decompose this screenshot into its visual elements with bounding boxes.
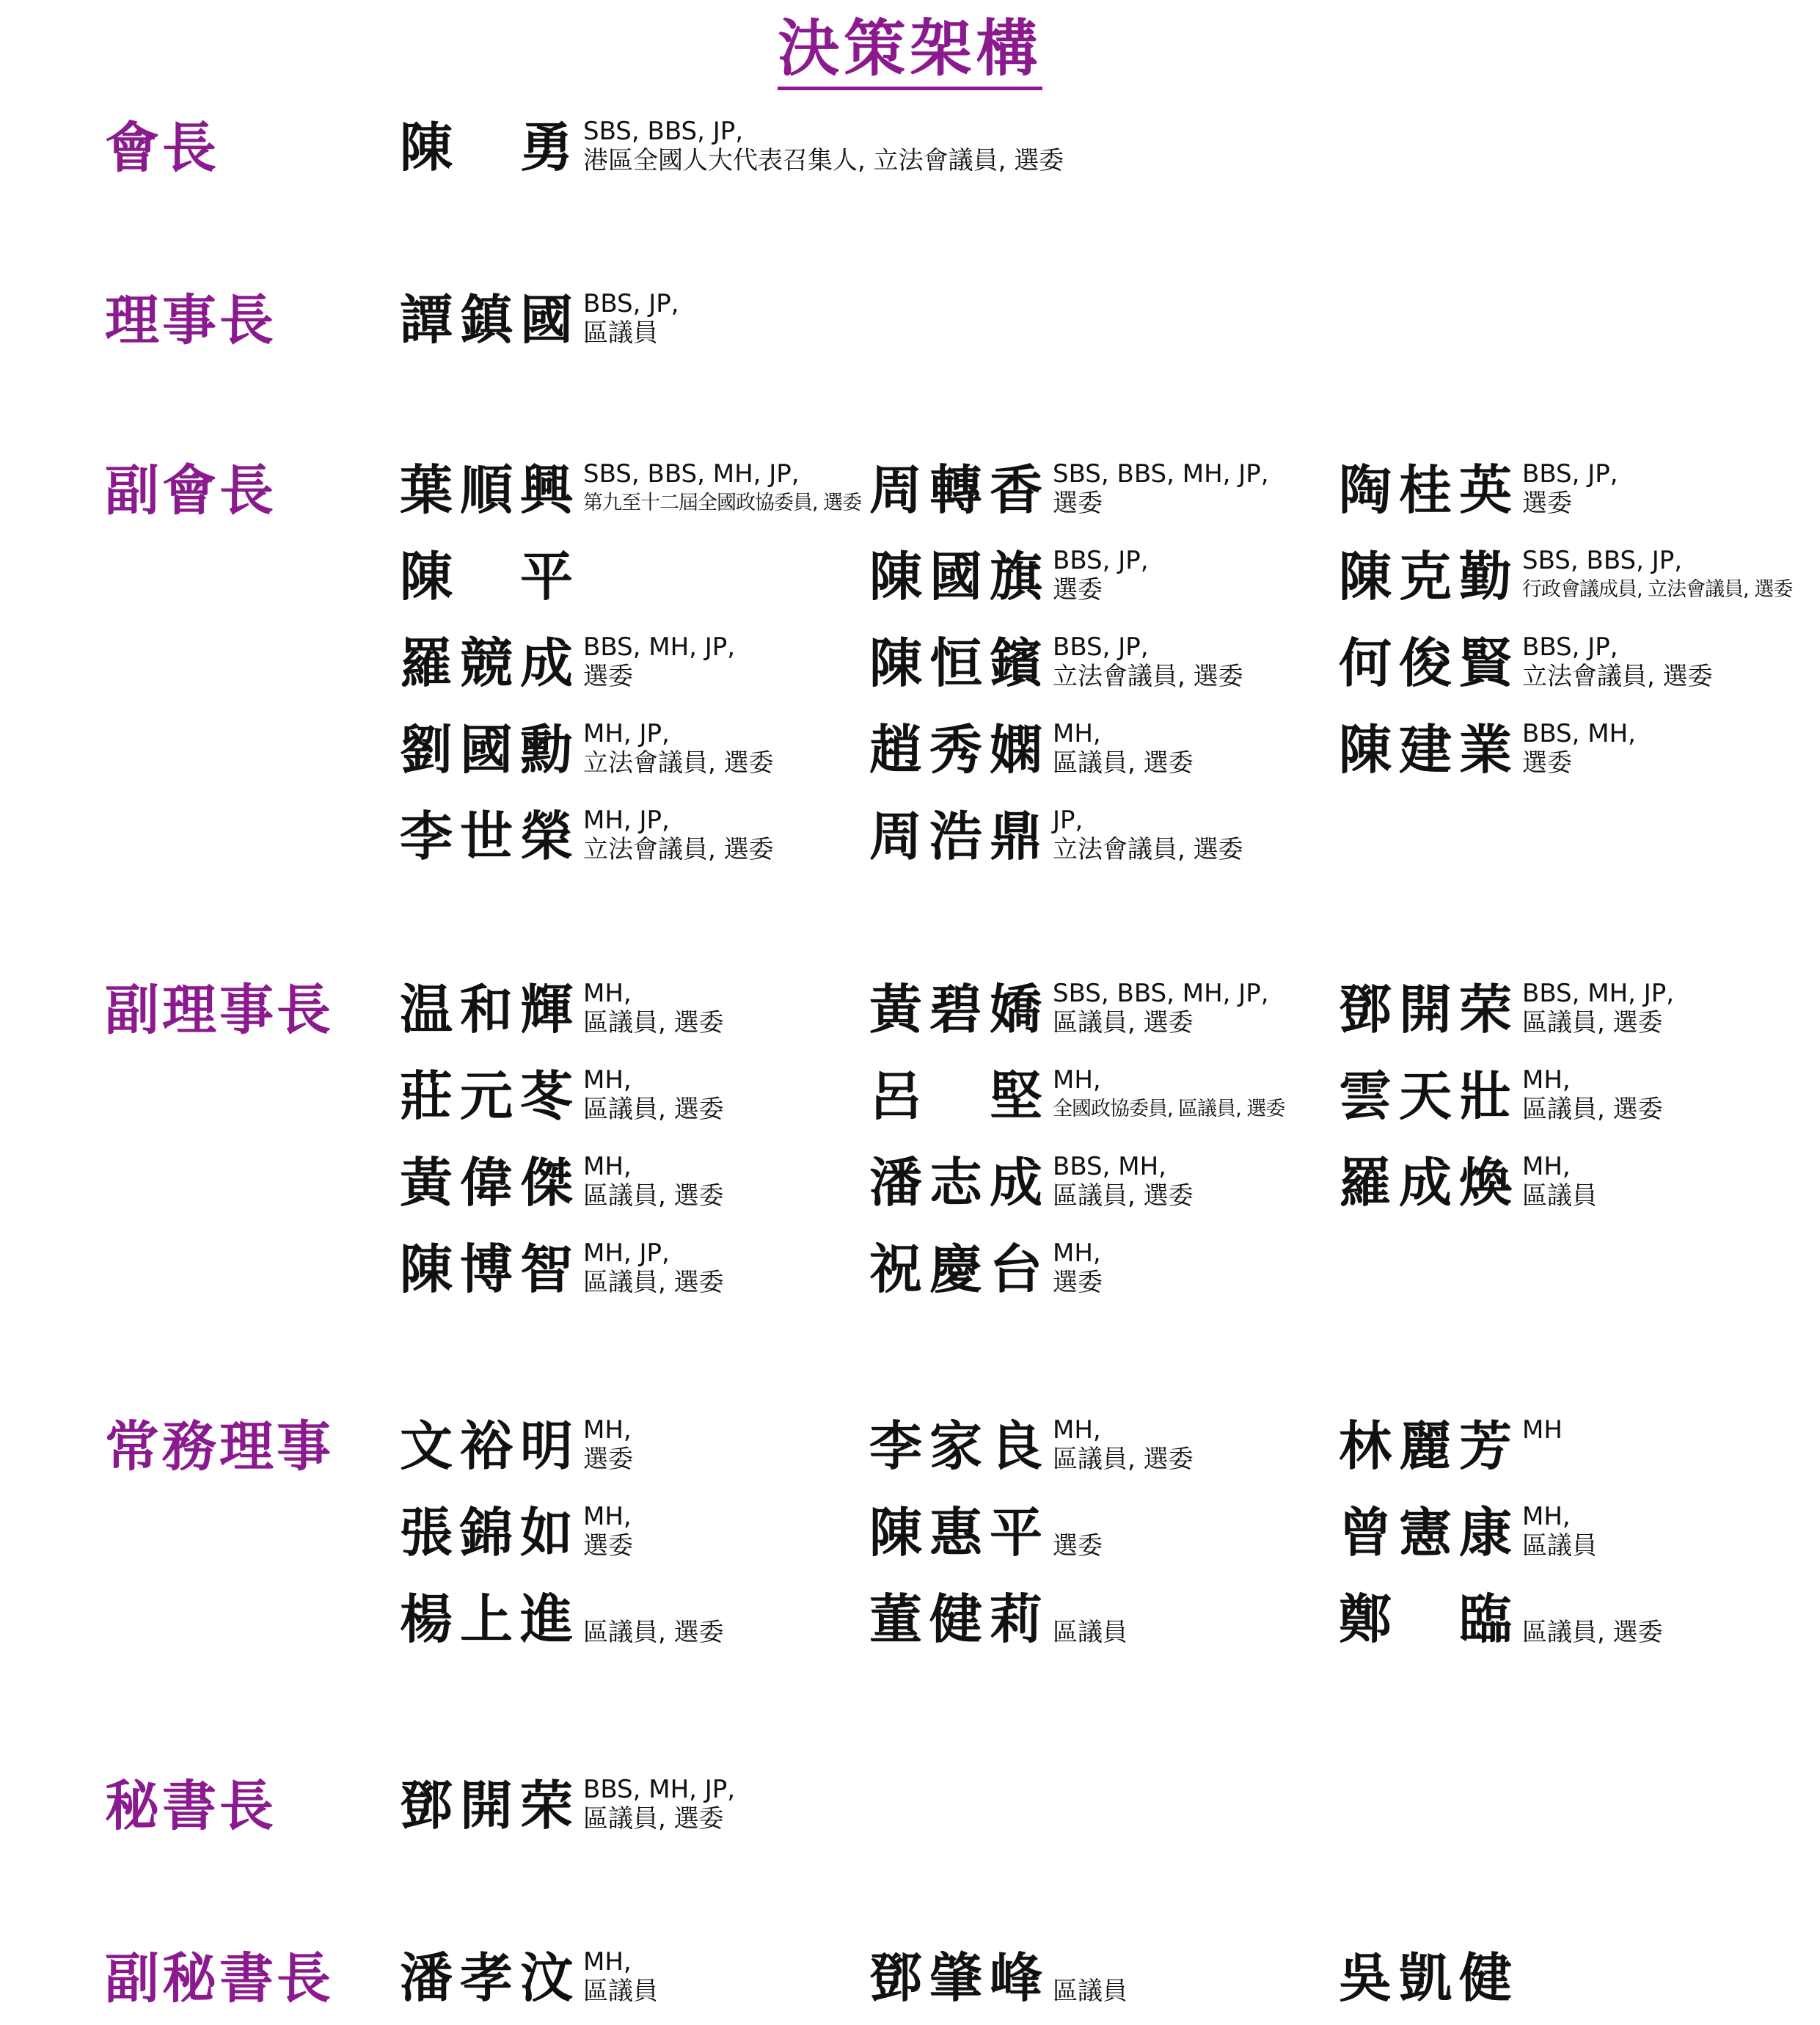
member-honours (583, 1775, 735, 1834)
member-name-char: 孝 (459, 1947, 513, 2009)
honours-line-2: 區議員, 選委 (1053, 1445, 1194, 1474)
member-honours (1522, 1152, 1597, 1211)
member-honours (1053, 806, 1243, 864)
member-name-char: 羅 (1339, 1152, 1392, 1214)
member-honours (1053, 979, 1269, 1037)
honours-line-2: 選委 (1053, 1531, 1103, 1561)
honours-line-2: 選委 (1053, 1268, 1103, 1297)
member-honours (1522, 632, 1713, 691)
honours-line-1: MH, (583, 1152, 632, 1181)
member-name-char: 鑌 (989, 632, 1042, 694)
member-name-char: 克 (1398, 546, 1452, 608)
honours-line-2: 立法會議員, 選委 (583, 835, 774, 864)
honours-line-1: BBS, JP, (1522, 632, 1618, 662)
honours-line-2: 區議員, 選委 (583, 1268, 724, 1297)
honours-line-2: 選委 (1522, 489, 1572, 518)
member-name-char: 勤 (1458, 546, 1512, 608)
member-name (400, 1588, 573, 1650)
honours-line-2: 區議員, 選委 (583, 1095, 724, 1124)
member-name-char: 鼎 (989, 806, 1042, 867)
honours-line-1: BBS, MH, JP, (583, 632, 736, 662)
member-name-char: 鄧 (869, 1947, 923, 2009)
member-name (869, 1152, 1042, 1214)
honours-line-1 (1053, 1502, 1103, 1531)
member-name-char: 秀 (929, 719, 982, 781)
member-name-char: 家 (929, 1415, 982, 1477)
member-honours (1522, 1502, 1597, 1561)
honours-line-1: SBS, BBS, JP, (1522, 546, 1683, 575)
member-name-char: 肇 (929, 1947, 982, 2009)
member-name (400, 1502, 573, 1564)
honours-line-1 (1053, 1588, 1128, 1618)
member-name (400, 806, 573, 867)
member-name-char: 旗 (989, 546, 1042, 608)
member-honours (1053, 1152, 1194, 1211)
member-name-char: 鄭 (1339, 1588, 1392, 1650)
member-name-char: 陳 (1339, 546, 1392, 608)
page-title: 決策架構 (778, 15, 1042, 90)
honours-line-1 (1053, 1947, 1128, 1977)
member-name-char: 俊 (1398, 632, 1452, 694)
honours-line-2: 區議員, 選委 (583, 1804, 724, 1834)
member-name (869, 1415, 1042, 1477)
honours-line-2: 區議員, 選委 (1522, 1618, 1663, 1647)
member-honours (583, 632, 735, 691)
honours-line-1: MH, (583, 1947, 632, 1977)
member-name-char: 明 (519, 1415, 573, 1477)
member-name-char: 進 (519, 1588, 573, 1650)
honours-line-2: 立法會議員, 選委 (583, 748, 774, 778)
member-name-char: 和 (459, 979, 513, 1040)
honours-line-2: 區議員, 選委 (1053, 1008, 1194, 1037)
member-name-char: 李 (869, 1415, 923, 1477)
honours-line-1: SBS, BBS, MH, JP, (1053, 459, 1269, 489)
role-title: 副理事長 (105, 979, 334, 1042)
honours-line-2: 選委 (583, 1531, 633, 1561)
member-name-char: 周 (869, 459, 923, 521)
role-title: 會長 (105, 117, 219, 180)
member-honours (1053, 719, 1194, 778)
member-honours (1522, 459, 1618, 518)
honours-line-1: SBS, BBS, MH, JP, (1053, 979, 1269, 1008)
member-name-char: 成 (519, 632, 573, 694)
role-title: 副秘書長 (105, 1947, 334, 2010)
member-name (1339, 1065, 1512, 1127)
member-name-char: 鎮 (459, 289, 513, 351)
honours-line-2: 立法會議員, 選委 (1053, 835, 1243, 864)
member-name-char: 温 (400, 979, 453, 1040)
member-name-char: 志 (929, 1152, 982, 1214)
member-name (400, 546, 573, 608)
member-honours (1522, 1588, 1663, 1647)
member-name-char: 香 (989, 459, 1042, 521)
member-name (1339, 1502, 1512, 1564)
honours-line-1 (583, 1588, 724, 1618)
honours-line-2: 行政會議成員, 立法會議員, 選委 (1522, 578, 1793, 601)
member-name (869, 546, 1042, 608)
member-name-char: 荣 (519, 1775, 573, 1836)
member-name-char: 業 (1458, 719, 1512, 781)
member-name (869, 1947, 1042, 2009)
member-name-char: 荣 (1458, 979, 1512, 1040)
member-name-char: 陳 (869, 1502, 923, 1564)
role-title: 秘書長 (105, 1775, 277, 1838)
member-name-char: 輝 (519, 979, 573, 1040)
member-name-char: 傑 (519, 1152, 573, 1214)
member-name-char: 鄧 (400, 1775, 453, 1836)
member-name-char: 董 (869, 1588, 923, 1650)
member-name-char: 呂 (869, 1065, 923, 1127)
honours-line-1: BBS, JP, (583, 289, 679, 318)
honours-line-2: 選委 (583, 1445, 633, 1474)
member-name-char: 吳 (1339, 1947, 1392, 2009)
member-honours (1053, 459, 1269, 518)
member-name-char: 轉 (929, 459, 982, 521)
member-name-char: 陳 (400, 1238, 453, 1300)
member-honours (583, 1588, 724, 1647)
member-honours (583, 1065, 724, 1124)
honours-line-2 (1522, 1445, 1563, 1474)
honours-line-2: 區議員, 選委 (1053, 1181, 1194, 1211)
member-honours (1053, 1415, 1194, 1474)
member-name-char: 周 (869, 806, 923, 867)
member-name-char: 趙 (869, 719, 923, 781)
honours-line-2: 區議員, 選委 (1522, 1008, 1663, 1037)
member-name-char: 勇 (519, 117, 573, 178)
member-name-char: 潘 (869, 1152, 923, 1214)
honours-line-1: BBS, MH, (1053, 1152, 1166, 1181)
member-name (400, 1415, 573, 1477)
member-name (869, 1238, 1042, 1300)
member-honours (583, 1152, 724, 1211)
honours-line-2: 選委 (1053, 575, 1103, 605)
member-name-char: 裕 (459, 1415, 513, 1477)
honours-line-2: 港區全國人大代表召集人, 立法會議員, 選委 (583, 146, 1064, 175)
member-honours (1053, 1502, 1103, 1561)
member-name-char: 莊 (400, 1065, 453, 1127)
honours-line-1: MH, (1522, 1152, 1571, 1181)
member-name-char: 何 (1339, 632, 1392, 694)
member-name-char: 譚 (400, 289, 453, 351)
honours-line-2: 選委 (1053, 489, 1103, 518)
member-name (869, 632, 1042, 694)
honours-line-1: MH, JP, (583, 1238, 670, 1268)
honours-line-1: MH, (583, 1415, 632, 1445)
member-name (400, 1238, 573, 1300)
member-name-char: 陳 (869, 632, 923, 694)
member-name-char: 賢 (1458, 632, 1512, 694)
member-honours (583, 806, 774, 864)
role-title: 副會長 (105, 459, 277, 522)
member-name-char: 競 (459, 632, 513, 694)
honours-line-1: JP, (1053, 806, 1083, 835)
member-name-char: 國 (459, 719, 513, 781)
honours-line-2: 區議員, 選委 (583, 1181, 724, 1211)
member-name-char: 潘 (400, 1947, 453, 2009)
member-name (1339, 1415, 1512, 1477)
member-honours (1053, 546, 1149, 605)
member-name-char: 成 (1398, 1152, 1452, 1214)
member-name-char: 興 (519, 459, 573, 521)
honours-line-2: 第九至十二屆全國政協委員, 選委 (583, 492, 862, 514)
member-name-char: 陶 (1339, 459, 1392, 521)
member-name-char: 博 (459, 1238, 513, 1300)
member-name-char: 祝 (869, 1238, 923, 1300)
member-name-char: 芳 (1458, 1415, 1512, 1477)
member-name-char: 偉 (459, 1152, 513, 1214)
honours-line-1: BBS, JP, (1053, 546, 1149, 575)
member-name (869, 1065, 1042, 1127)
member-honours (1053, 1588, 1128, 1647)
member-name-char: 開 (1398, 979, 1452, 1040)
member-name (400, 1152, 573, 1214)
honours-line-1: MH (1522, 1415, 1563, 1445)
member-name (400, 1065, 573, 1127)
member-name-char: 平 (989, 1502, 1042, 1564)
member-name-char: 葉 (400, 459, 453, 521)
member-name (1339, 1152, 1512, 1214)
member-name-char: 錦 (459, 1502, 513, 1564)
honours-line-2: 區議員, 選委 (1053, 748, 1194, 778)
member-name (1339, 1588, 1512, 1650)
member-name-char: 煥 (1458, 1152, 1512, 1214)
member-name-char: 陳 (1339, 719, 1392, 781)
member-name (400, 459, 573, 521)
honours-line-1: MH, (1522, 1065, 1571, 1095)
honours-line-2: 區議員, 選委 (583, 1618, 724, 1647)
honours-line-2: 區議員 (1522, 1531, 1597, 1561)
member-name-char: 嬌 (989, 979, 1042, 1040)
member-name-char: 如 (519, 1502, 573, 1564)
member-name (400, 632, 573, 694)
member-name-char: 堅 (989, 1065, 1042, 1127)
member-name-char: 建 (1398, 719, 1452, 781)
member-name (400, 719, 573, 781)
honours-line-2: 區議員, 選委 (1522, 1095, 1663, 1124)
member-name-char: 張 (400, 1502, 453, 1564)
honours-line-2: 區議員 (1522, 1181, 1597, 1211)
member-name-char: 陳 (400, 546, 453, 608)
member-honours (1522, 546, 1792, 605)
member-name-char: 康 (1458, 1502, 1512, 1564)
member-honours (1522, 1415, 1563, 1474)
member-name-char: 陳 (400, 117, 453, 178)
honours-line-1: MH, JP, (583, 719, 670, 748)
member-name-char: 劉 (400, 719, 453, 781)
member-name-char: 雲 (1339, 1065, 1392, 1127)
member-name (869, 719, 1042, 781)
member-name-char: 國 (519, 289, 573, 351)
honours-line-2: 立法會議員, 選委 (1053, 662, 1243, 691)
honours-line-1: BBS, MH, (1522, 719, 1636, 748)
member-honours (583, 719, 774, 778)
honours-line-1: SBS, BBS, JP, (583, 117, 744, 146)
honours-line-1: MH, (1053, 1065, 1101, 1095)
member-honours (583, 1415, 633, 1474)
member-name (869, 806, 1042, 867)
member-name (400, 1775, 573, 1836)
honours-line-1: MH, (1522, 1502, 1571, 1531)
member-name-char: 汶 (519, 1947, 573, 2009)
member-name (400, 979, 573, 1040)
honours-line-1: MH, (1053, 1415, 1101, 1445)
member-name-char: 林 (1339, 1415, 1392, 1477)
member-name (400, 117, 573, 178)
member-name-char: 峰 (989, 1947, 1042, 2009)
member-name-char: 桂 (1398, 459, 1452, 521)
honours-line-1: BBS, MH, JP, (1522, 979, 1675, 1008)
honours-line-2: 選委 (1522, 748, 1572, 778)
member-name-char: 上 (459, 1588, 513, 1650)
member-honours (1053, 1947, 1128, 2006)
member-name-char: 文 (400, 1415, 453, 1477)
member-name-char: 恒 (929, 632, 982, 694)
member-honours (1053, 1065, 1284, 1124)
honours-line-1: MH, (583, 979, 632, 1008)
honours-line-1: BBS, JP, (1522, 459, 1618, 489)
member-name (1339, 546, 1512, 608)
honours-line-1: MH, JP, (583, 806, 670, 835)
honours-line-1: MH, (583, 1065, 632, 1095)
member-honours (1053, 632, 1243, 691)
honours-line-2: 全國政協委員, 區議員, 選委 (1053, 1098, 1285, 1120)
member-honours (1522, 719, 1636, 778)
member-name-char: 鄧 (1339, 979, 1392, 1040)
member-name-char: 開 (459, 1775, 513, 1836)
member-honours (583, 289, 679, 348)
member-name-char: 苳 (519, 1065, 573, 1127)
member-name-char: 慶 (929, 1238, 982, 1300)
honours-line-1: MH, (1053, 1238, 1101, 1268)
member-name (1339, 979, 1512, 1040)
member-name (869, 1502, 1042, 1564)
member-name (869, 1588, 1042, 1650)
honours-line-2: 區議員 (583, 318, 658, 348)
member-name (1339, 459, 1512, 521)
honours-line-1: BBS, JP, (1053, 632, 1149, 662)
member-name-char: 元 (459, 1065, 513, 1127)
member-name (869, 459, 1042, 521)
member-name-char: 榮 (519, 806, 573, 867)
honours-line-2: 區議員, 選委 (583, 1008, 724, 1037)
member-name-char: 曾 (1339, 1502, 1392, 1564)
role-title: 常務理事 (105, 1415, 334, 1478)
member-honours (583, 1947, 658, 2006)
member-name-char: 陳 (869, 546, 923, 608)
member-name-char: 惠 (929, 1502, 982, 1564)
member-name-char: 平 (519, 546, 573, 608)
member-name (1339, 632, 1512, 694)
member-honours (1522, 979, 1674, 1037)
member-honours (1522, 1065, 1663, 1124)
member-name-char: 健 (1458, 1947, 1512, 2009)
member-name-char: 黃 (869, 979, 923, 1040)
honours-line-2: 區議員 (1053, 1618, 1128, 1647)
member-name-char: 英 (1458, 459, 1512, 521)
member-name-char: 壯 (1458, 1065, 1512, 1127)
member-name-char: 順 (459, 459, 513, 521)
honours-line-1: SBS, BBS, MH, JP, (583, 459, 800, 489)
member-name-char: 國 (929, 546, 982, 608)
member-honours (1053, 1238, 1103, 1297)
member-honours (583, 979, 724, 1037)
member-name-char: 李 (400, 806, 453, 867)
member-name-char: 勳 (519, 719, 573, 781)
member-name-char: 台 (989, 1238, 1042, 1300)
honours-line-1: MH, (1053, 719, 1101, 748)
honours-line-1: BBS, MH, JP, (583, 1775, 736, 1804)
member-name-char: 良 (989, 1415, 1042, 1477)
member-name-char: 智 (519, 1238, 573, 1300)
honours-line-1 (1522, 1588, 1663, 1618)
honours-line-2: 選委 (583, 662, 633, 691)
member-name-char: 莉 (989, 1588, 1042, 1650)
member-honours (583, 1502, 633, 1561)
member-name-char: 臨 (1458, 1588, 1512, 1650)
member-honours (583, 459, 861, 518)
page-title-wrap (0, 12, 1820, 90)
member-name-char: 碧 (929, 979, 982, 1040)
member-name-char: 浩 (929, 806, 982, 867)
role-title: 理事長 (105, 289, 277, 352)
member-name (1339, 1947, 1512, 2009)
member-name (400, 1947, 573, 2009)
member-name-char: 憲 (1398, 1502, 1452, 1564)
member-name-char: 凱 (1398, 1947, 1452, 2009)
member-name-char: 成 (989, 1152, 1042, 1214)
member-name (869, 979, 1042, 1040)
member-honours (583, 117, 1064, 175)
member-honours (583, 1238, 724, 1297)
honours-line-1: MH, (583, 1502, 632, 1531)
member-name-char: 嫻 (989, 719, 1042, 781)
member-name (1339, 719, 1512, 781)
member-name-char: 楊 (400, 1588, 453, 1650)
honours-line-2: 區議員 (1053, 1977, 1128, 2006)
honours-line-2: 區議員 (583, 1977, 658, 2006)
member-name-char: 世 (459, 806, 513, 867)
member-name-char: 羅 (400, 632, 453, 694)
member-name-char: 天 (1398, 1065, 1452, 1127)
member-name-char: 黃 (400, 1152, 453, 1214)
member-name-char: 麗 (1398, 1415, 1452, 1477)
member-name (400, 289, 573, 351)
member-name-char: 健 (929, 1588, 982, 1650)
honours-line-2: 立法會議員, 選委 (1522, 662, 1713, 691)
